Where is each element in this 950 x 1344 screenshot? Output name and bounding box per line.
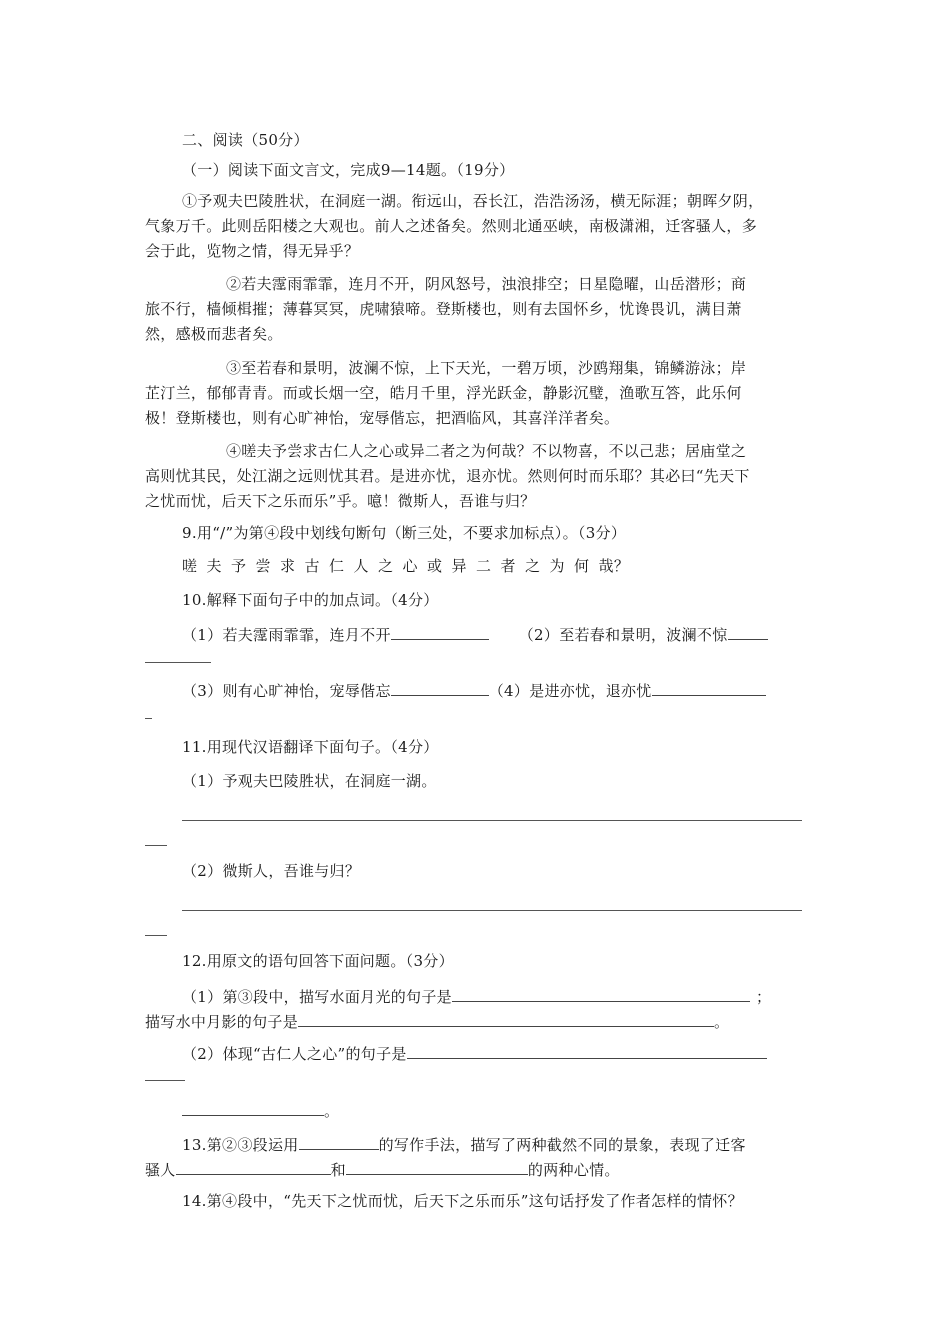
passage-p4-line3: 之忧而忧，后天下之乐而乐”乎。噫！微斯人，吾谁与归？ [145, 492, 536, 510]
q9-sentence-end: 哉？ [598, 557, 630, 575]
q10-item3: （3）则有心旷神怡，宠辱偕忘 [182, 682, 391, 700]
passage-p1-line1: ①予观夫巴陵胜状，在洞庭一湖。衔远山，吞长江，浩浩汤汤，横无际涯；朝晖夕阴， [182, 192, 764, 210]
q12-answer1a-blank[interactable] [452, 983, 750, 1002]
q11-prompt: 11.用现代汉语翻译下面句子。（4分） [182, 738, 439, 756]
q13-part5: 的两种心情。 [527, 1161, 620, 1179]
q10-item1: （1）若夫霪雨霏霏，连月不开 [182, 626, 391, 644]
q12-item1-a: （1）第③段中，描写水面月光的句子是 [182, 988, 452, 1006]
passage-p3-line2: 芷汀兰，郁郁青青。而或长烟一空，皓月千里，浮光跃金，静影沉璧，渔歌互答，此乐何 [145, 384, 742, 402]
q12-item1-b: 描写水中月影的句子是 [145, 1013, 299, 1031]
q13-row2 [145, 1156, 805, 1183]
q12-row4 [182, 1097, 805, 1124]
q12-answer1b-blank[interactable] [298, 1008, 714, 1027]
q12-item1-a-end: ； [755, 988, 772, 1006]
q11-answer2-line[interactable] [182, 910, 802, 911]
q10-answer4-blank-cont[interactable] [145, 718, 152, 719]
q12-item2-end: 。 [324, 1102, 340, 1120]
passage-p2-line1: ②若夫霪雨霏霏，连月不开，阴风怒号，浊浪排空；日星隐曜，山岳潜形；商 [226, 275, 747, 293]
q13-mood2-blank[interactable] [346, 1156, 528, 1175]
q13-technique-blank[interactable] [299, 1131, 379, 1150]
section-intro: （一）阅读下面文言文，完成9—14题。（19分） [182, 161, 515, 179]
q13-part1: 13.第②③段运用 [182, 1136, 299, 1154]
passage-p2-line2: 旅不行，樯倾楫摧；薄暮冥冥，虎啸猿啼。登斯楼也，则有去国怀乡，忧谗畏讥，满目萧 [145, 300, 742, 318]
q10-answer4-blank[interactable] [652, 677, 766, 696]
q12-row1 [182, 983, 805, 1010]
section-title: 二、阅读（50分） [182, 131, 309, 149]
q12-prompt: 12.用原文的语句回答下面问题。（3分） [182, 952, 454, 970]
q12-answer2-blank-end[interactable] [182, 1097, 324, 1116]
q12-answer2-blank-cont[interactable] [145, 1080, 185, 1081]
q10-answer2-blank-cont[interactable] [145, 662, 211, 663]
passage-p2-line3: 然，感极而悲者矣。 [145, 325, 283, 343]
q10-answer3-blank[interactable] [391, 677, 489, 696]
q12-row2 [145, 1008, 805, 1035]
q9-prompt: 9.用“/”为第④段中划线句断句（断三处，不要求加标点）。（3分） [182, 524, 627, 542]
q10-prompt: 10.解释下面句子中的加点词。（4分） [182, 591, 439, 609]
q11-item2: （2）微斯人，吾谁与归？ [182, 862, 361, 880]
passage-p3-line3: 极！登斯楼也，则有心旷神怡，宠辱偕忘，把酒临风，其喜洋洋者矣。 [145, 409, 620, 427]
q14-prompt: 14.第④段中，“先天下之忧而忧，后天下之乐而乐”这句话抒发了作者怎样的情怀？ [182, 1192, 743, 1210]
q13-part4: 和 [330, 1161, 346, 1179]
q12-item1-b-end: 。 [714, 1013, 730, 1031]
q13-part3: 骚人 [145, 1161, 176, 1179]
q12-answer2-blank[interactable] [407, 1040, 767, 1059]
q9-sentence-text: 嗟夫予尝求古仁人之心或异二者之为何 [182, 557, 599, 575]
passage-p1-line2: 气象万千。此则岳阳楼之大观也。前人之述备矣。然则北通巫峡，南极潇湘，迁客骚人，多 [145, 217, 758, 235]
passage-p3-line1: ③至若春和景明，波澜不惊，上下天光，一碧万顷，沙鸥翔集，锦鳞游泳；岸 [226, 359, 747, 377]
q11-answer1-line[interactable] [182, 820, 802, 821]
q13-row1 [182, 1131, 805, 1158]
q13-mood1-blank[interactable] [176, 1156, 331, 1175]
q11-answer2-line-cont[interactable] [145, 935, 167, 936]
q11-answer1-line-cont[interactable] [145, 845, 167, 846]
passage-p4-line2: 高则忧其民，处江湖之远则忧其君。是进亦忧，退亦忧。然则何时而乐耶？其必曰“先天下 [145, 467, 750, 485]
q10-row1 [182, 621, 805, 648]
passage-p1-line3: 会于此，览物之情，得无异乎？ [145, 242, 360, 260]
q9-sentence [182, 553, 805, 579]
q10-answer1-blank[interactable] [391, 621, 489, 640]
q10-answer2-blank[interactable] [728, 621, 768, 640]
q10-item4: （4）是进亦忧，退亦忧 [488, 682, 652, 700]
q12-row3 [182, 1040, 805, 1067]
q10-row2 [182, 677, 805, 704]
q13-part2: 的写作手法，描写了两种截然不同的景象，表现了迁客 [378, 1136, 746, 1154]
q10-item2: （2）至若春和景明，波澜不惊 [518, 626, 728, 644]
q12-item2: （2）体现“古仁人之心”的句子是 [182, 1045, 407, 1063]
passage-p4-line1: ④嗟夫予尝求古仁人之心或异二者之为何哉？不以物喜，不以己悲；居庙堂之 [226, 442, 747, 460]
q11-item1: （1）予观夫巴陵胜状，在洞庭一湖。 [182, 772, 437, 790]
